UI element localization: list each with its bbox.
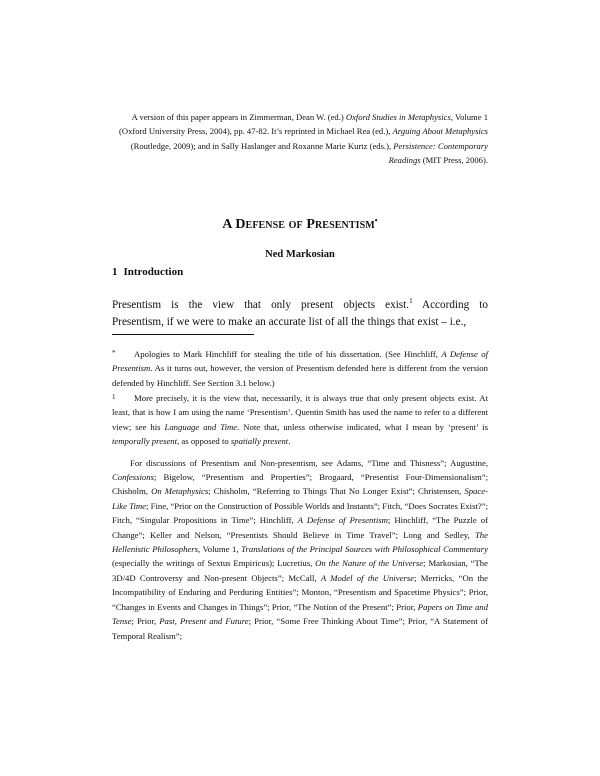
publication-note-text: (Routledge, 2009); and in Sally Haslanger and Roxanne Marie Kurtz (eds.), xyxy=(130,140,394,151)
section-title: Introduction xyxy=(123,266,184,278)
footnote-emphasis: Papers on Time and Tense xyxy=(112,601,488,627)
footnote-text: , as opposed to xyxy=(177,436,231,447)
publication-note-text: , Volume 1 (Oxford University Press, 2004), pp. 47-82. It’s reprinted in Michael Rea (ed.), xyxy=(119,112,488,137)
footnote-emphasis: On the Nature of the Universe xyxy=(315,558,424,569)
body-paragraph xyxy=(112,293,488,331)
body-line xyxy=(112,293,488,314)
publication-note-book-title: Persistence: Contemporary Readings xyxy=(388,140,488,166)
footnote-text: ; Merricks, “On the Incompatibility of Enduring and Perduring Entities”; Monton, “Presentism and Spacetime Physics”; Prior, “Changes in Events and Changes in Things”; Prior, “The Notion of the Present”; Prior, xyxy=(112,572,488,612)
footnote-emphasis: A Defense of Presentism xyxy=(297,515,388,526)
footnote-mark: 1 xyxy=(112,393,116,401)
footnote-emphasis: Language and Time xyxy=(164,421,238,432)
footnote-emphasis: Confessions xyxy=(112,472,154,483)
body-text: According to xyxy=(412,299,488,311)
paper-title xyxy=(0,216,600,233)
footnote-emphasis: Past, Present and Future xyxy=(159,616,249,627)
footnote-text: More precisely, it is the view that, necessarily, it is always true that only present objects exist. At least, that is how I am using the name ‘Presentism’. Quentin Smith has used the name to refer to a different view; see his xyxy=(112,393,488,432)
section-number: 1 xyxy=(112,266,118,278)
title-footnote-mark: • xyxy=(374,216,378,225)
footnote-emphasis: On Metaphysics xyxy=(151,486,209,497)
footnote-discussion xyxy=(112,456,488,643)
footnote-emphasis: Translations of the Principal Sources with Philosophical Commentary xyxy=(241,544,488,555)
footnote-emphasis: A Defense of Presentism xyxy=(112,349,488,374)
footnote-text: . xyxy=(288,436,291,447)
footnote-text: . Note that, unless otherwise indicated, what I mean by ‘present’ is xyxy=(237,421,488,432)
footnote-text: (especially the writings of Sextus Empiricus); Lucretius, xyxy=(112,558,316,569)
footnote-text: . As it turns out, however, the version of Presentism defended here is different from the version defended by Hinchliff. See Section 3.1 below.) xyxy=(112,363,488,388)
footnote-text: ; Bigelow, “Presentism and Properties”; Brogaard, “Presentist Four-Dimensionalism”; Chisholm, xyxy=(112,472,488,497)
footnote-text: ; Fine, “Prior on the Construction of Possible Worlds and Instants”; Fitch, “Does Socrates Exist?”; Fitch, “Singular Propositions in Time”; Hinchliff, xyxy=(112,500,488,526)
footnote-text: , Volume 1, xyxy=(198,544,242,555)
footnote-emphasis: spatially present xyxy=(230,436,289,447)
footnote-emphasis: Space-Like Time xyxy=(112,486,488,511)
footnote-title xyxy=(112,346,488,390)
footnote-text: ; Hinchliff, “The Puzzle of Change”; Keller and Nelson, “Presentists Should Believe in Time Travel”; Long and Sedley, xyxy=(112,515,489,540)
paper-title-text: A Defense of Presentism xyxy=(222,217,375,232)
footnote-text: Apologies to Mark Hinchliff for stealing the title of his dissertation. (See Hinchliff, xyxy=(134,349,442,359)
publication-note-text: (MIT Press, 2006). xyxy=(420,155,488,166)
footnote-emphasis: A Model of the Universe xyxy=(320,572,415,583)
footnote-text: ; Chisholm, “Referring to Things That No Longer Exist”; Christensen, xyxy=(208,486,465,497)
footnote-text: ; Prior, “Some Free Thinking About Time”; Prior, “A Statement of Temporal Realism”; xyxy=(112,616,488,641)
footnote-text: For discussions of Presentism and Non-presentism, see Adams, “Time and Thisness”; Augustine, xyxy=(130,457,488,468)
footnote-emphasis: temporally present xyxy=(112,436,178,447)
section-heading xyxy=(112,266,189,278)
footnote-mark: * xyxy=(112,349,116,357)
body-text: Presentism is the view that only present objects exist. xyxy=(112,299,410,311)
footnote-divider xyxy=(112,334,254,335)
publication-note xyxy=(112,110,488,168)
publication-note-book-title: Oxford Studies in Metaphysics xyxy=(345,112,451,122)
publication-note-text: A version of this paper appears in Zimmerman, Dean W. (ed.) xyxy=(131,112,346,122)
author-name: Ned Markosian xyxy=(265,249,335,260)
footnote-text: ; Prior, xyxy=(131,616,160,627)
footnote-1 xyxy=(112,390,488,643)
footnote-emphasis: The Hellenistic Philosophers xyxy=(112,529,488,555)
footnote-text: ; Markosian, “The 3D/4D Controversy and Non-present Objects”; McCall, xyxy=(112,558,488,583)
footnote-reference-1: 1 xyxy=(409,297,413,305)
publication-note-book-title: Arguing About Metaphysics xyxy=(392,126,488,137)
body-line: Presentism, if we were to make an accurate list of all the things that exist – i.e., xyxy=(112,315,467,328)
